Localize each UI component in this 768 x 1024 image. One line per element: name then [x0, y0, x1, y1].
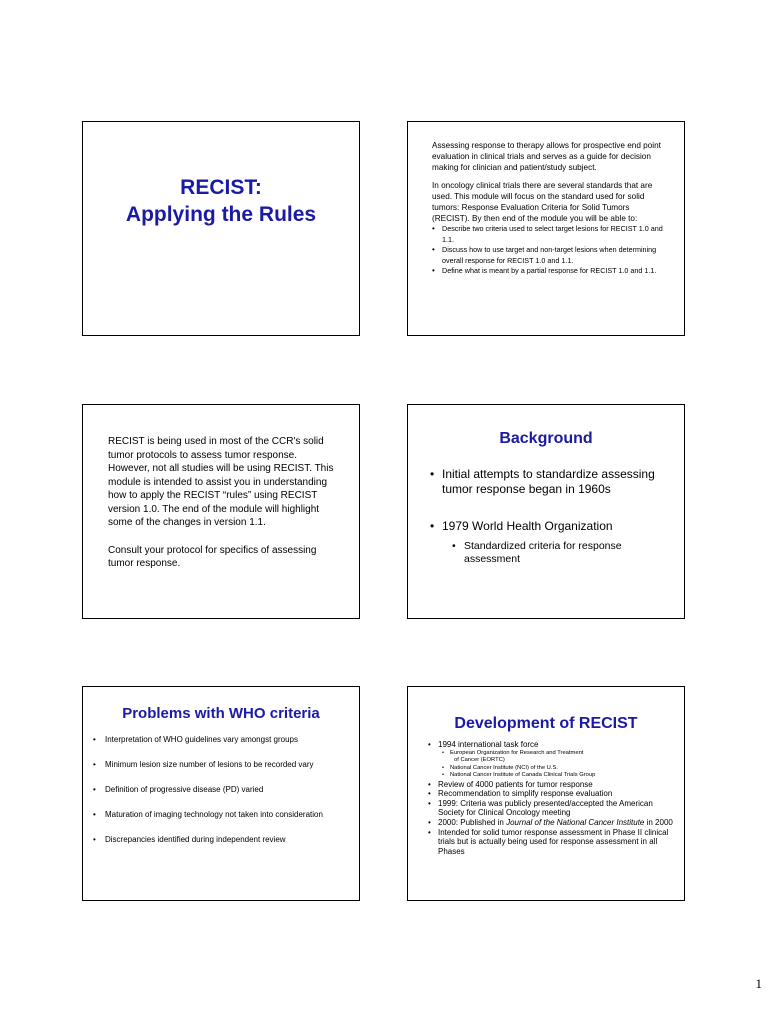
background-bullet-1: • Initial attempts to standardize assessing tumor response began in 1960s	[430, 467, 670, 497]
objectives-list	[432, 224, 664, 277]
objective-item: • Describe two criteria used to select target lesions for RECIST 1.0 and 1.1.	[442, 224, 664, 245]
publication-prefix: 2000: Published in	[438, 817, 507, 827]
objectives-paragraph-1: Assessing response to therapy allows for prospective end point evaluation in clinical trials and serves as a guide for decision making for clinician and patient/study subject.	[432, 141, 661, 172]
development-bullet	[428, 818, 678, 828]
slide-intro	[82, 404, 360, 619]
background-body	[430, 467, 670, 566]
who-problem-item: • Definition of progressive disease (PD) varied	[93, 785, 345, 795]
slide-objectives	[407, 121, 685, 336]
objective-item: • Define what is meant by a partial response for RECIST 1.0 and 1.1.	[442, 266, 664, 277]
who-problem-item: • Discrepancies identified during independent review	[93, 835, 345, 845]
development-bullet: • 1999: Criteria was publicly presented/accepted the American Society for Clinical Oncology meeting	[428, 799, 678, 818]
recist-development-body	[428, 740, 678, 856]
intro-body	[108, 435, 337, 581]
background-sub-bullet: • Standardized criteria for response assessment	[452, 540, 670, 566]
development-bullet: • Review of 4000 patients for tumor response	[428, 780, 678, 790]
intro-paragraph-2: Consult your protocol for specifics of assessing tumor response.	[108, 544, 317, 569]
title-line-2: Applying the Rules	[125, 203, 317, 226]
development-sub-bullet: • National Cancer Institute of Canada Clinical Trials Group	[442, 772, 678, 780]
development-bullet: • Recommendation to simplify response evaluation	[428, 789, 678, 799]
objective-item: • Discuss how to use target and non-target lesions when determining overall response for RECIST 1.0 and 1.1.	[442, 245, 664, 266]
page-number: 1	[755, 976, 762, 991]
who-problem-item: • Interpretation of WHO guidelines vary amongst groups	[93, 735, 345, 745]
slide-recist-development	[407, 686, 685, 901]
who-problem-item: • Minimum lesion size number of lesions to be recorded vary	[93, 760, 345, 770]
background-bullet-2: • 1979 World Health Organization	[430, 519, 670, 534]
title-line-1: RECIST:	[180, 176, 262, 199]
who-problems-list	[93, 735, 345, 860]
development-sub-bullet-continuation: of Cancer (EORTC)	[454, 757, 505, 764]
background-title: Background	[499, 430, 593, 447]
development-sub-bullet: • European Organization for Research and Treatment	[442, 750, 678, 758]
slide-title-heading	[83, 174, 359, 228]
recist-development-title: Development of RECIST	[454, 715, 638, 732]
slide-title	[82, 121, 360, 336]
development-bullet: • Intended for solid tumor response assessment in Phase II clinical trials but is actually being used for response assessment in all Phases	[428, 828, 678, 857]
who-problem-item: • Maturation of imaging technology not taken into consideration	[93, 810, 345, 820]
publication-suffix: in 2000	[644, 817, 673, 827]
objectives-body	[432, 140, 664, 277]
development-sub-bullet: • National Cancer Institute (NCI) of the U.S.	[442, 765, 678, 773]
slide-who-problems	[82, 686, 360, 901]
objectives-paragraph-2: In oncology clinical trials there are several standards that are used. This module will focus on the standard used for solid tumors: Response Evaluation Criteria for Solid Tumors (RECIST). By then end of the module you will be able to:	[432, 181, 653, 223]
development-bullet: • 1994 international task force	[428, 740, 678, 750]
intro-paragraph-1: RECIST is being used in most of the CCR's solid tumor protocols to assess tumor response. However, not all studies will be using RECIST. This module is intended to assist you in understanding how to apply the RECIST “rules” using RECIST version 1.0. The end of the module will highlight some of the changes in version 1.1.	[108, 436, 334, 528]
who-problems-title: Problems with WHO criteria	[122, 705, 320, 722]
journal-name: Journal of the National Cancer Institute	[506, 817, 645, 827]
slide-background	[407, 404, 685, 619]
